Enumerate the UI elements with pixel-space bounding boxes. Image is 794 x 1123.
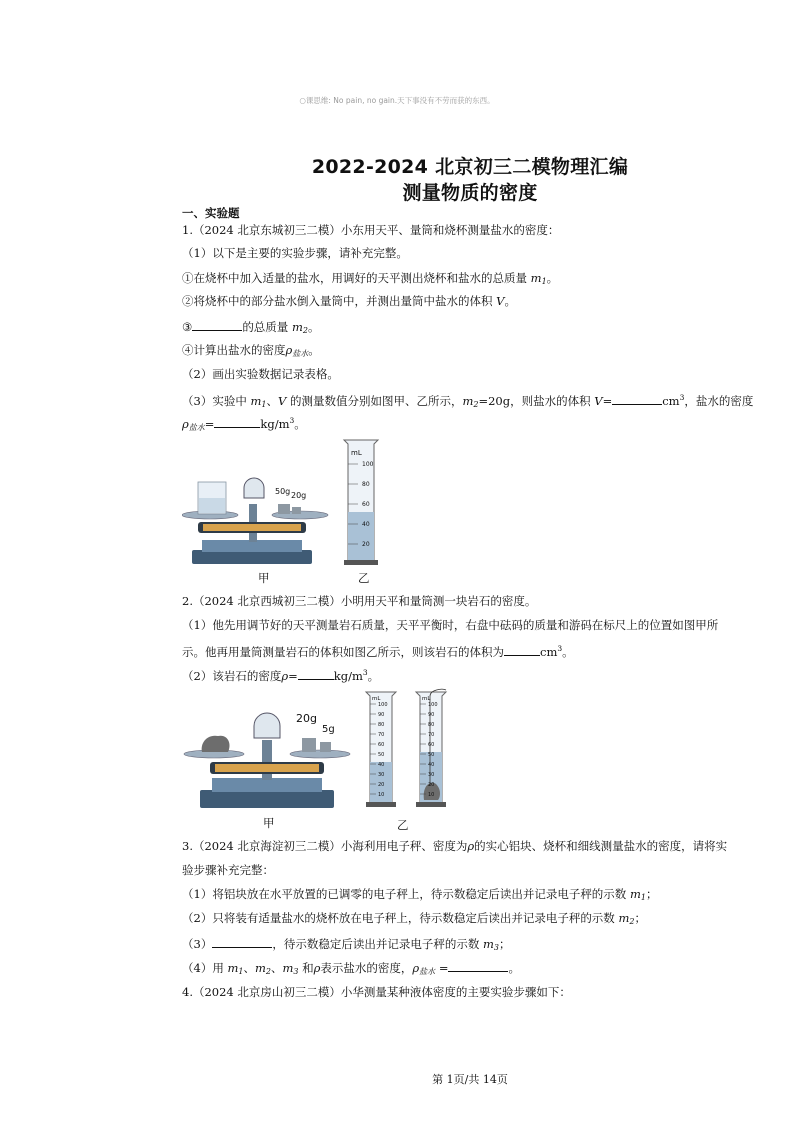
weight-label-5g: 5g (322, 724, 335, 735)
cyl-tick-100: 100 (362, 461, 374, 468)
q1-step2: ②将烧杯中的部分盐水倒入量筒中，并测出量筒中盐水的体积 V。 (182, 294, 516, 308)
q1-part1: （1）以下是主要的实验步骤，请补充完整。 (182, 246, 408, 260)
beaker-liquid (199, 498, 225, 513)
q3-part3: （3） ，待示数稳定后读出并记录电子秤的示数 $m_3$； (182, 937, 511, 952)
weight-label-50g: 50g (275, 487, 291, 496)
page-footer: 第 1页/共 14页 (432, 1073, 508, 1086)
q3-intro-line1: 3.（2024 北京海淀初三二模）小海利用电子秤、密度为ρ的实心铝块、烧杯和细线测量盐水的密度，请将实 (182, 839, 728, 853)
q3-density-blank[interactable] (448, 959, 508, 972)
cyl1-tick: 100 (378, 702, 388, 708)
q1-density-blank[interactable] (214, 415, 260, 428)
weight-label-20g: 20g (296, 712, 317, 725)
cyl2-tick: 30 (428, 772, 435, 778)
q1-part3-line1: （3）实验中 $m_1$、V 的测量数值分别如图甲、乙所示，$m_2=20g$，则盐水的体积 $V= cm^3$，盐水的密度 (182, 393, 754, 409)
cyl2-tick: 50 (428, 752, 435, 758)
balance-dial (254, 713, 280, 738)
q1-volume-blank[interactable] (612, 392, 662, 405)
weight-label-20g: 20g (291, 491, 307, 500)
q2-part2: （2）该岩石的密度$\rho= kg/m^3$。 (182, 668, 380, 683)
q2-cylinders-figure (362, 686, 456, 812)
q4-intro: 4.（2024 北京房山初三二模）小华测量某种液体密度的主要实验步骤如下： (182, 985, 571, 999)
weight-50g (278, 504, 290, 514)
cyl1-tick: 90 (378, 712, 385, 718)
cyl-tick-20: 20 (362, 541, 370, 548)
watermark: ○课思维: No pain, no gain.天下事没有不劳而获的东西。 (299, 96, 495, 105)
cyl1-tick: 10 (378, 792, 385, 798)
cylinder-before (366, 692, 396, 807)
cyl1-tick: 50 (378, 752, 385, 758)
cyl2-tick: 40 (428, 762, 435, 768)
q3-part2: （2）只将装有适量盐水的烧杯放在电子秤上，待示数稳定后读出并记录电子秤的示数 $m_2$； (182, 911, 646, 926)
q2-density-blank[interactable] (298, 667, 334, 680)
cyl1-tick: 20 (378, 782, 385, 788)
cyl2-tick: 100 (428, 702, 438, 708)
cyl2-tick: 80 (428, 722, 435, 728)
cylinder-unit: mL (351, 449, 362, 457)
cyl2-tick: 90 (428, 712, 435, 718)
doc-subtitle: 测量物质的密度 (402, 182, 538, 204)
weight-20g (292, 507, 301, 514)
q3-part1: （1）将铝块放在水平放置的已调零的电子秤上，待示数稳定后读出并记录电子秤的示数 $m_1$； (182, 887, 658, 902)
cyl-tick-60: 60 (362, 501, 370, 508)
cyl1-tick: 30 (378, 772, 385, 778)
rock (202, 736, 230, 752)
q1-part3-line2: $\rho_{盐水}= kg/m^3$。 (182, 416, 306, 432)
cyl2-tick: 70 (428, 732, 435, 738)
q1-step1: ①在烧杯中加入适量的盐水，用调好的天平测出烧杯和盐水的总质量 $m_1$。 (182, 271, 559, 286)
q1-cylinder-figure (340, 436, 384, 568)
weight-20g (302, 738, 316, 752)
beam-scale (215, 764, 319, 772)
cyl-tick-80: 80 (362, 481, 370, 488)
balance-dial (244, 478, 264, 498)
cyl1-tick: 80 (378, 722, 385, 728)
balance-body (212, 778, 322, 792)
section-heading: 一、实验题 (182, 206, 240, 220)
cylinder-foot (344, 560, 378, 565)
q3-step3-blank[interactable] (212, 935, 272, 948)
balance-base (192, 550, 312, 564)
q2-caption-yi: 乙 (397, 818, 409, 832)
cyl1-tick: 60 (378, 742, 385, 748)
q2-part1-line2: 示。他再用量筒测量岩石的体积如图乙所示，则该岩石的体积为 $cm^3$。 (182, 644, 574, 659)
cyl2-tick: 60 (428, 742, 435, 748)
q1-step3: ③ 的总质量 $m_2$。 (182, 320, 320, 335)
q1-caption-jia: 甲 (258, 571, 270, 585)
q2-balance-figure (182, 704, 352, 814)
cyl2-unit: mL (422, 696, 431, 702)
q3-intro-line2: 验步骤补充完整： (182, 863, 274, 877)
q2-volume-blank[interactable] (504, 643, 540, 656)
q2-caption-jia: 甲 (263, 816, 275, 830)
cylinder-liquid (348, 512, 374, 560)
q2-part1-line1: （1）他先用调节好的天平测量岩石质量，天平平衡时，右盘中砝码的质量和游码在标尺上的位置如图甲所 (182, 618, 719, 632)
q3-part4: （4）用 $m_1$、$m_2$、$m_3$ 和ρ表示盐水的密度，$\rho_{盐水}$ = 。 (182, 961, 520, 976)
q2-intro: 2.（2024 北京西城初三二模）小明用天平和量筒测一块岩石的密度。 (182, 594, 537, 608)
q1-intro: 1.（2024 北京东城初三二模）小东用天平、量筒和烧杯测量盐水的密度： (182, 223, 560, 237)
cyl-tick-40: 40 (362, 521, 370, 528)
q1-part2: （2）画出实验数据记录表格。 (182, 367, 339, 381)
cyl1-tick: 70 (378, 732, 385, 738)
balance-base (200, 790, 334, 808)
cyl2-tick: 10 (428, 792, 435, 798)
cyl2-tick: 20 (428, 782, 435, 788)
weight-5g (320, 742, 331, 752)
q1-caption-yi: 乙 (358, 571, 370, 585)
q1-step3-blank[interactable] (192, 318, 242, 331)
cyl1-unit: mL (372, 696, 381, 702)
beam-scale (203, 524, 301, 531)
doc-title: 2022-2024 北京初三二模物理汇编 (311, 156, 629, 178)
q1-balance-figure (182, 462, 332, 570)
cyl1-tick: 40 (378, 762, 385, 768)
q1-step4: ④计算出盐水的密度$\rho_{盐水}$。 (182, 343, 320, 358)
